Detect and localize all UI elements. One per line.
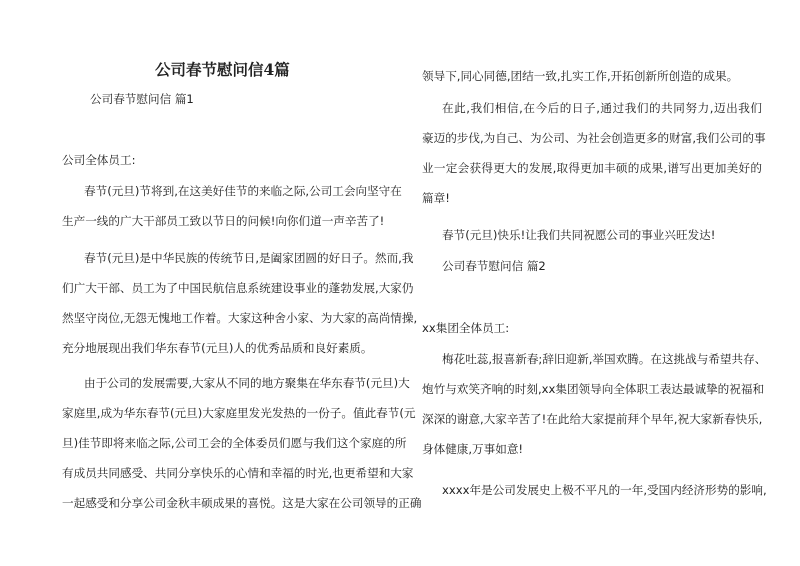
- text-line: 公司春节慰问信 篇2: [442, 259, 546, 273]
- text-line: 公司全体员工:: [62, 153, 136, 167]
- text-line: xx集团全体员工:: [422, 321, 510, 335]
- text-line: 然坚守岗位,无怨无愧地工作着。大家这种舍小家、为大家的高尚情操,: [62, 311, 418, 325]
- text-line: 充分地展现出我们华东春节(元旦)人的优秀品质和良好素质。: [62, 341, 373, 355]
- text-line: 业一定会获得更大的发展,取得更加丰硕的成果,谱写出更加美好的: [422, 161, 762, 175]
- text-line: 炮竹与欢笑齐响的时刻,xx集团领导向全体职工表达最诚挚的祝福和: [422, 382, 765, 396]
- text-line: 有成员共同感受、共同分享快乐的心情和幸福的时光,也更希望和大家: [62, 466, 414, 480]
- text-line: xxxx年是公司发展史上极不平凡的一年,受国内经济形势的影响,: [442, 483, 767, 497]
- text-line: 春节(元旦)节将到,在这美好佳节的来临之际,公司工会向坚守在: [84, 184, 402, 198]
- text-line: 一起感受和分享公司金秋丰硕成果的喜悦。这是大家在公司领导的正确: [62, 496, 422, 510]
- text-line: 梅花吐蕊,报喜新春;辞旧迎新,举国欢腾。在这挑战与希望共存、: [442, 352, 767, 366]
- text-line: 春节(元旦)是中华民族的传统节日,是阖家团圆的好日子。然而,我: [84, 251, 414, 265]
- text-line: 豪迈的步伐,为自己、为公司、为社会创造更多的财富,我们公司的事: [422, 131, 766, 145]
- text-line: 旦)佳节即将来临之际,公司工会的全体委员们愿与我们这个家庭的所: [62, 436, 407, 450]
- text-line: 生产一线的广大干部员工致以节日的问候!向你们道一声辛苦了!: [62, 214, 385, 228]
- text-line: 公司春节慰问信 篇1: [90, 92, 194, 106]
- text-line: 在此,我们相信,在今后的日子,通过我们的共同努力,迈出我们: [442, 101, 762, 115]
- text-line: 家庭里,成为华东春节(元旦)大家庭里发光发热的一份子。值此春节(元: [62, 406, 416, 420]
- text-line: 深深的谢意,大家辛苦了!在此给大家提前拜个早年,祝大家新春快乐,: [422, 412, 763, 426]
- document-title: 公司春节慰问信4篇: [155, 60, 290, 79]
- text-line: 领导下,同心同德,团结一致,扎实工作,开拓创新所创造的成果。: [422, 69, 739, 83]
- text-line: 由于公司的发展需要,大家从不同的地方聚集在华东春节(元旦)大: [84, 376, 410, 390]
- text-line: 身体健康,万事如意!: [422, 442, 524, 456]
- text-line: 春节(元旦)快乐!让我们共同祝愿公司的事业兴旺发达!: [442, 228, 716, 242]
- text-line: 们广大干部、员工为了中国民航信息系统建设事业的蓬勃发展,大家仍: [62, 281, 414, 295]
- text-line: 篇章!: [422, 191, 450, 205]
